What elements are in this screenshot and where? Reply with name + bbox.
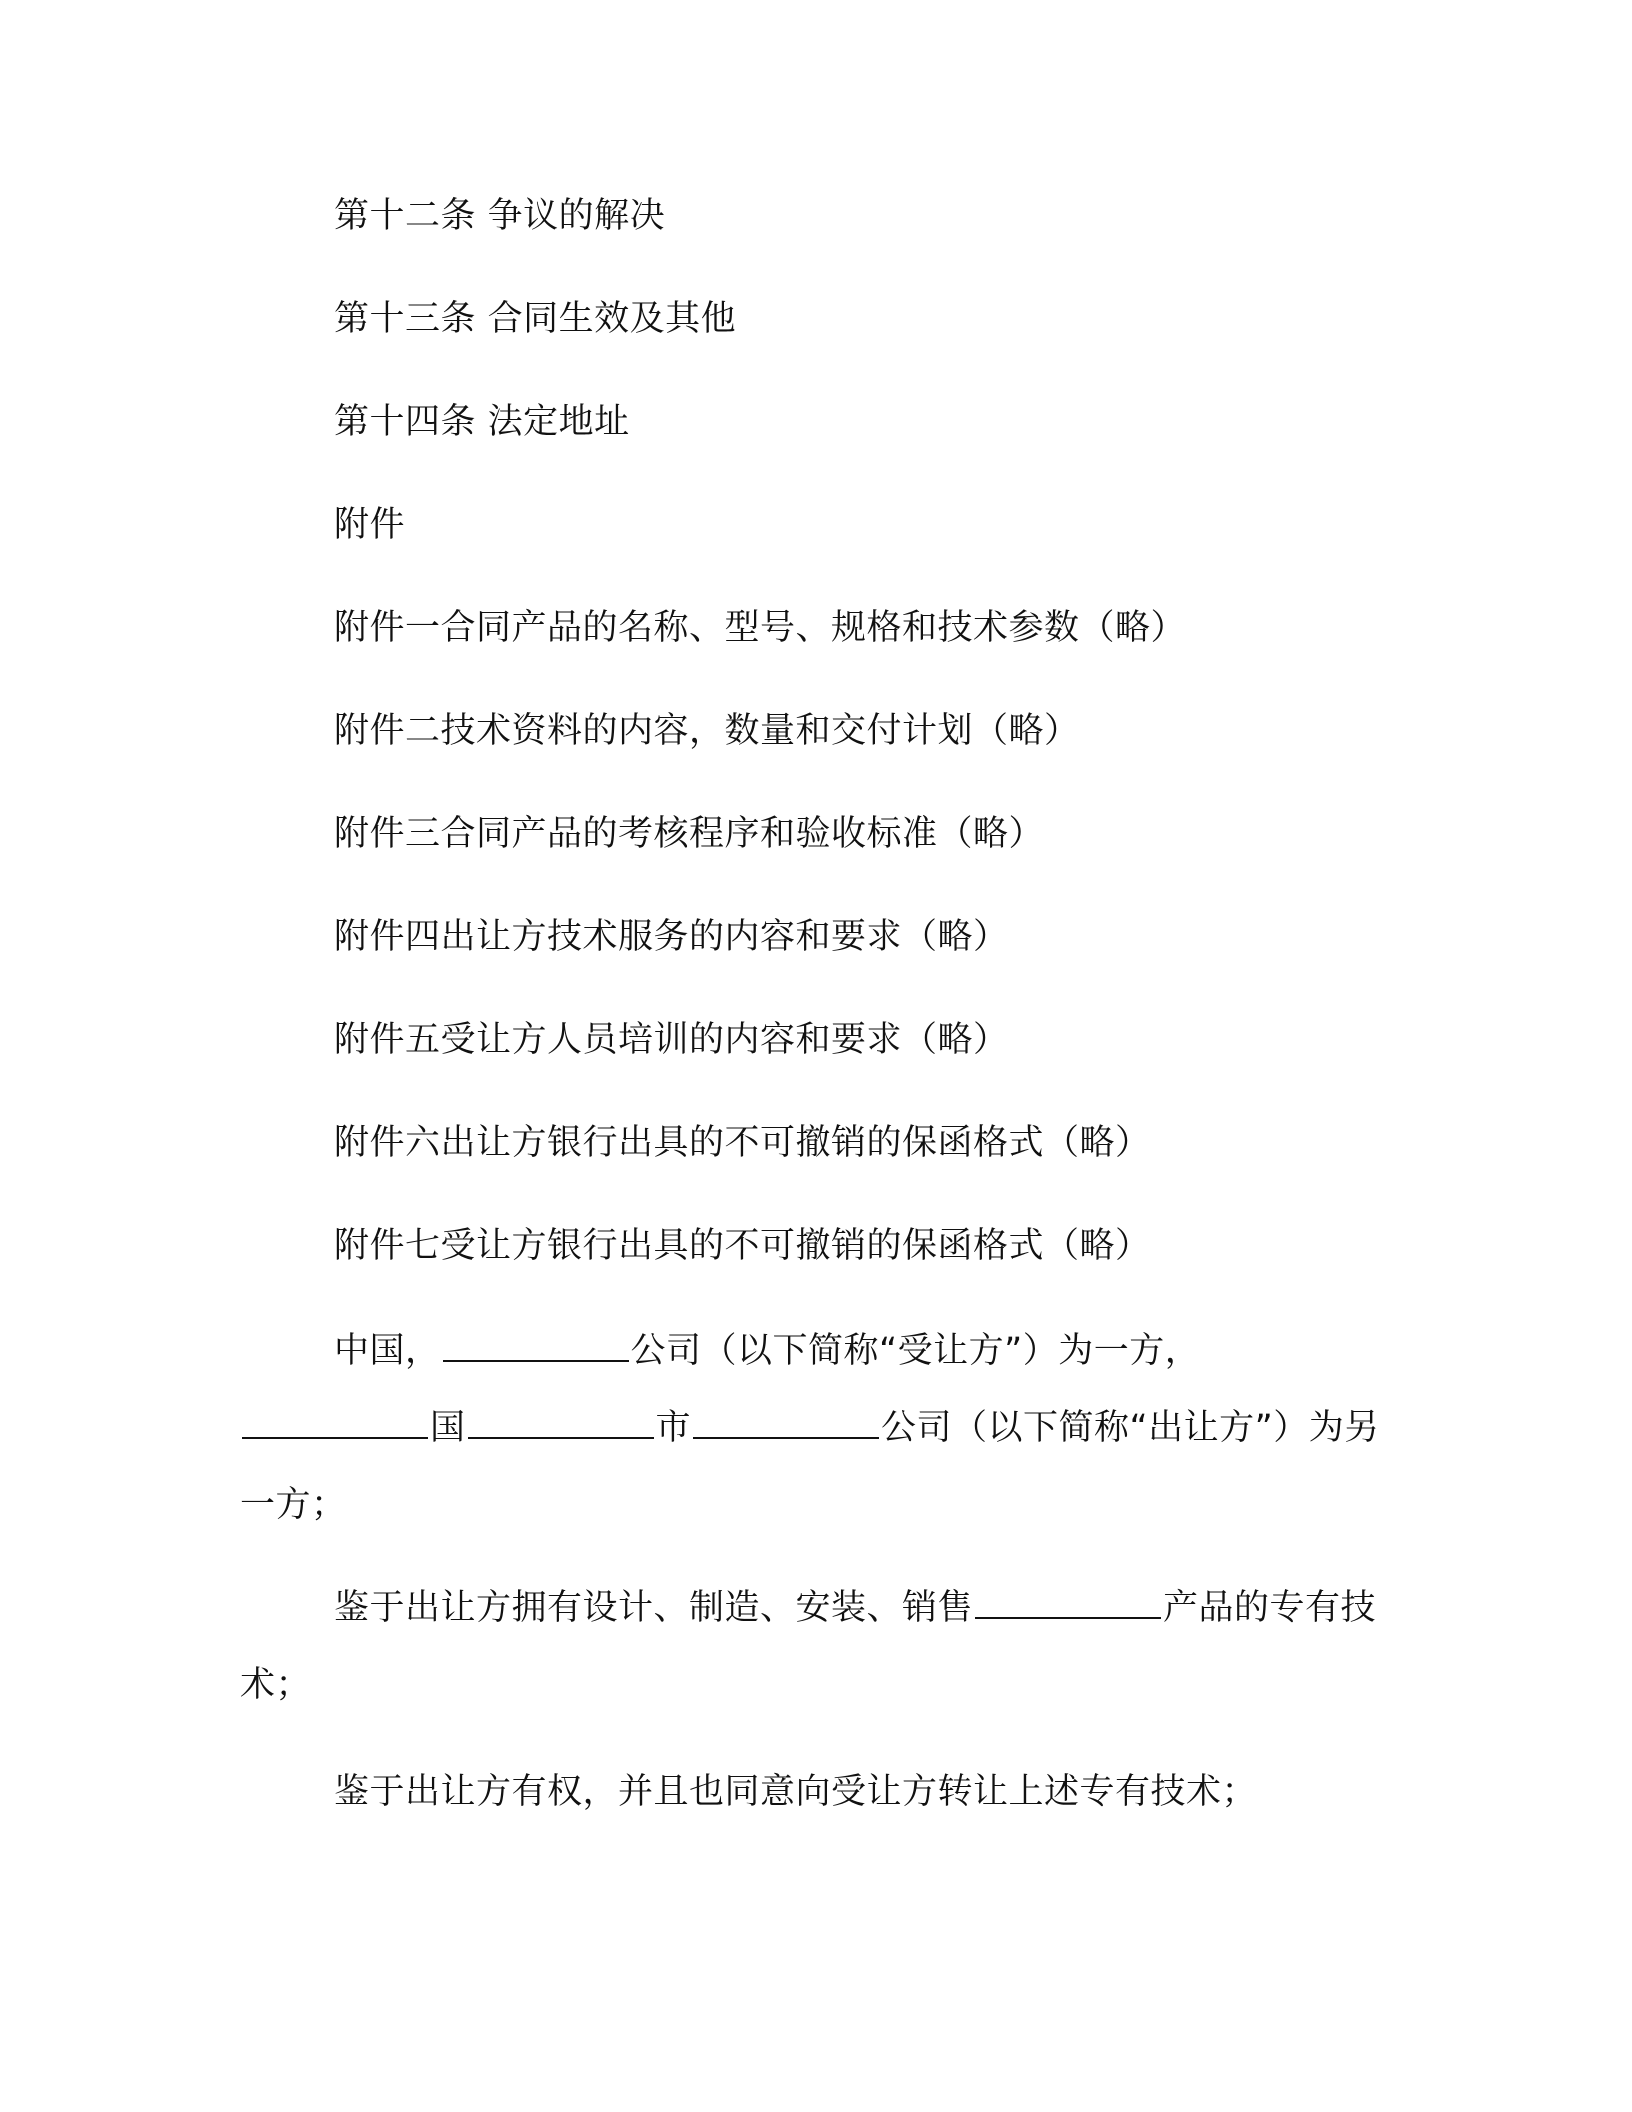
attachment-1: 附件一合同产品的名称、型号、规格和技术参数（略） <box>334 608 1187 648</box>
blank-field <box>443 1330 629 1362</box>
attachment-7: 附件七受让方银行出具的不可撤销的保函格式（略） <box>334 1226 1151 1266</box>
blank-field <box>975 1587 1161 1619</box>
whereas1-text-1: 鉴于出让方拥有设计、制造、安装、销售 <box>334 1588 974 1628</box>
attachments-heading: 附件 <box>334 505 406 545</box>
whereas-paragraph-2: 鉴于出让方有权，并且也同意向受让方转让上述专有技术； <box>334 1772 1258 1812</box>
attachment-2: 附件二技术资料的内容，数量和交付计划（略） <box>334 711 1080 751</box>
parties-text-4: 市 <box>655 1408 692 1448</box>
parties-paragraph <box>240 1313 1380 1544</box>
whereas-paragraph-1 <box>240 1570 1380 1724</box>
blank-field <box>693 1407 879 1439</box>
attachment-4: 附件四出让方技术服务的内容和要求（略） <box>334 917 1009 957</box>
blank-field <box>468 1407 654 1439</box>
parties-text-2: 公司（以下简称“受让方”）为一方， <box>630 1331 1201 1371</box>
parties-text-3: 国 <box>430 1408 466 1448</box>
parties-text-1: 中国， <box>334 1331 441 1371</box>
whereas1-text-2: 产品的专有技术； <box>240 1588 1377 1705</box>
attachment-5: 附件五受让方人员培训的内容和要求（略） <box>334 1020 1009 1060</box>
article-14: 第十四条 法定地址 <box>334 402 630 442</box>
article-13: 第十三条 合同生效及其他 <box>334 299 737 339</box>
attachment-3: 附件三合同产品的考核程序和验收标准（略） <box>334 814 1045 854</box>
attachment-6: 附件六出让方银行出具的不可撤销的保函格式（略） <box>334 1123 1151 1163</box>
article-12: 第十二条 争议的解决 <box>334 196 666 236</box>
blank-field <box>242 1407 428 1439</box>
parties-text-5: 公司（以下简称“出让方”）为另一方； <box>240 1408 1380 1525</box>
